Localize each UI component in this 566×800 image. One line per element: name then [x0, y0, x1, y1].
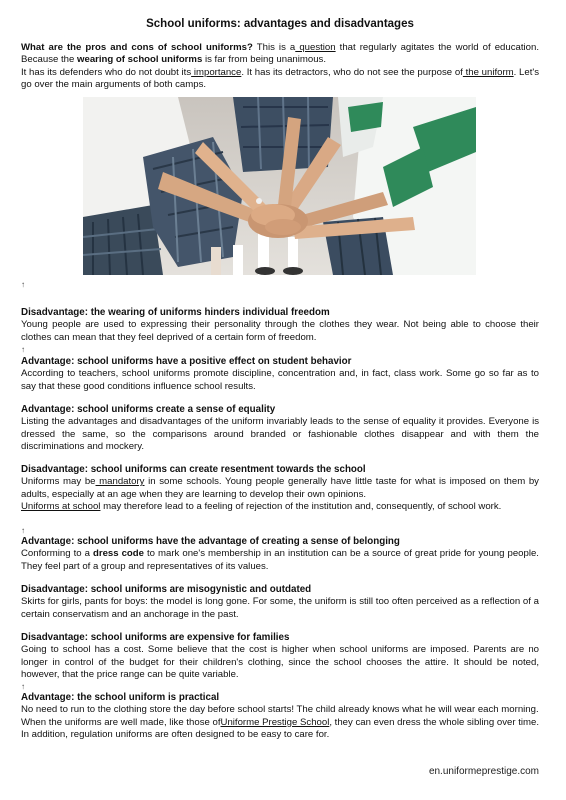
footer-url[interactable]: en.uniformeprestige.com — [428, 766, 539, 777]
anchor-arrow-icon[interactable]: ↑ — [21, 345, 25, 354]
intro-paragraph — [21, 42, 539, 92]
section-individual-freedom — [21, 307, 539, 344]
section-expensive — [21, 632, 539, 681]
body-text: may therefore lead to a feeling of rejection of the institution and, consequently, of school work. — [100, 500, 502, 512]
intro-bold: wearing of school uniforms — [77, 54, 203, 66]
hands-together-photo — [83, 97, 476, 275]
section-heading: Disadvantage: school uniforms are expensive for families — [21, 632, 290, 643]
uniforme-prestige-link[interactable]: Uniforme Prestige School — [220, 716, 330, 728]
section-heading: Disadvantage: the wearing of uniforms hinders individual freedom — [21, 307, 330, 318]
section-misogynistic — [21, 584, 539, 621]
intro-text: It has its defenders who do not doubt its — [21, 66, 192, 78]
dress-code-bold: dress code — [92, 548, 144, 560]
body-text: in some schools. Young people generally have little taste for what is imposed on them by adults, especially at an age when they are learning to develop their own opinions. — [21, 476, 539, 500]
section-body — [21, 717, 539, 742]
intro-text: is far from being unanimous. — [202, 54, 326, 66]
section-resentment — [21, 464, 539, 513]
mandatory-link[interactable]: mandatory — [95, 476, 145, 488]
uniform-link[interactable]: the uniform — [462, 66, 514, 78]
intro-text: . It has its detractors, who do not see the purpose of — [241, 66, 463, 78]
section-body: Young people are used to expressing their personality through the clothes they wear. Not being able to choose their clothes can mean that they feel deprived of a certain form of freedom. — [21, 319, 539, 343]
section-body — [21, 501, 539, 513]
section-body — [21, 548, 539, 573]
document-title: School uniforms: advantages and disadvantages — [146, 18, 414, 30]
section-equality — [21, 404, 539, 453]
intro-question: What are the pros and cons of school uniforms? — [21, 42, 253, 53]
section-student-behavior — [21, 356, 539, 393]
intro-text: This is a — [252, 42, 296, 53]
body-text: Uniforms may be — [21, 476, 96, 488]
section-heading: Advantage: school uniforms have a positive effect on student behavior — [21, 356, 352, 367]
section-body: Going to school has a cost. Some believe that the cost is higher when school uniforms are imposed. Parents are no longer in control of the budget for their children's clothing, since the school chooses the attire. It should be noted, however, that the price range can be quite variable. — [21, 644, 539, 680]
intro-text: that regularly agitates the world of education. Because the — [21, 42, 539, 66]
section-body: Listing the advantages and disadvantages of the uniform invariably leads to the sense of equality it provides. Everyone is dressed the same, so the comparisons around branded or fashionable clothes disappear and with them the discriminations and mockery. — [21, 416, 539, 452]
section-heading: Advantage: school uniforms have the advantage of creating a sense of belonging — [21, 536, 400, 547]
section-body: Skirts for girls, pants for boys: the model is long gone. For some, the uniform is still too often perceived as a reflection of a certain conservatism and an anchorage in the past. — [21, 596, 539, 620]
section-heading: Disadvantage: school uniforms can create resentment towards the school — [21, 464, 366, 475]
anchor-arrow-icon[interactable]: ↑ — [21, 280, 25, 289]
importance-link[interactable]: importance — [191, 66, 242, 78]
body-text: to mark one's membership in an institution can be a source of great pride for young people. They feel part of a group and representatives of its values. — [21, 548, 539, 572]
intro-text: . Let's go over the main arguments of both camps. — [21, 66, 540, 91]
body-text: , they can even dress the whole sibling over time. In addition, regulation uniforms are often designed to be easy to care for. — [21, 716, 540, 740]
section-practical — [21, 692, 539, 741]
anchor-arrow-icon[interactable]: ↑ — [21, 526, 25, 535]
section-heading: Advantage: school uniforms create a sense of equality — [21, 404, 276, 415]
section-body: No need to run to the clothing store the day before school starts! The child already knows what he will wear each morning. — [21, 704, 539, 716]
body-text: When the uniforms are well made, like those of — [21, 716, 221, 728]
section-belonging — [21, 536, 539, 573]
uniforms-at-school-link[interactable]: Uniforms at school — [21, 500, 101, 512]
section-heading: Disadvantage: school uniforms are misogynistic and outdated — [21, 584, 312, 595]
question-link[interactable]: question — [295, 42, 336, 53]
section-heading: Advantage: the school uniform is practical — [21, 692, 220, 703]
body-text: Conforming to a — [21, 548, 93, 560]
anchor-arrow-icon[interactable]: ↑ — [21, 682, 25, 691]
section-body — [21, 476, 539, 501]
section-body: According to teachers, school uniforms promote discipline, concentration and, in fact, class work. Some go so far as to say that these good conditions influence school results. — [21, 368, 539, 392]
